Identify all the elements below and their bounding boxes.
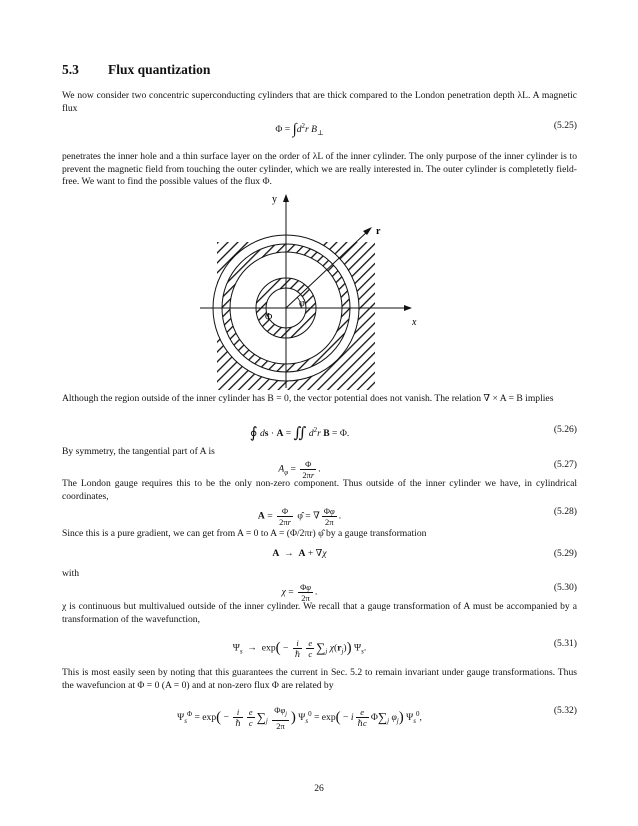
paragraph-intro: We now consider two concentric superconducting cylinders that are thick compared to the London penetration depth λL. A magnetic flux [62, 90, 577, 114]
equation-number: (5.31) [553, 638, 577, 649]
phi-label: φ [299, 298, 305, 309]
equation-number: (5.29) [553, 548, 577, 559]
equation-number: (5.26) [553, 424, 577, 435]
x-axis-label: x [412, 317, 417, 328]
paragraph-gauge-invariance: This is most easily seen by noting that this guarantees the current in Sec. 5.2 to remain invariant under gauge transformations. Thus the wavefuncion at Φ = 0 (A = 0) and at non-zero flux Φ are related by [62, 667, 577, 691]
paragraph-gradient: Since this is a pure gradient, we can get from A = 0 to A = (Φ/2πr) φ̂ by a gauge transformation [62, 528, 427, 539]
paragraph-multivalued: χ is continuous but multivalued outside of the inner cylinder. We recall that a gauge transformation of A must be accompanied by a transformation of the wavefunction, [62, 601, 577, 625]
y-axis-label: y [272, 194, 277, 205]
concentric-cylinders-figure [200, 190, 440, 390]
equation-5-25 [62, 120, 577, 136]
paragraph-vector-potential: Although the region outside of the inner cylinder has B = 0, the vector potential does not vanish. The relation ∇ × A = B implies [62, 393, 554, 404]
flux-label: Φ [265, 312, 273, 323]
paragraph-tangential: By symmetry, the tangential part of A is [62, 446, 215, 457]
equation-5-31: $\Psi_s \to \exp$( − $\frac{i}{\text{ℏ}}$ $\frac{e}{c}$ $\sum_j$ $\chi(r_j)$) $\Psi_s$. (5.31) [232, 638, 577, 659]
paragraph-london-gauge: The London gauge requires this to be the only non-zero component. Thus outside of the inner cylinder we have, in cylindrical coordinates, [62, 478, 577, 502]
r-label: r [376, 226, 381, 237]
section-heading [62, 64, 210, 77]
equation-number: (5.25) [553, 120, 577, 131]
equation-number: (5.28) [553, 506, 577, 517]
equation-number: (5.32) [553, 705, 577, 716]
paragraph-with: with [62, 568, 80, 579]
paragraph-setup: penetrates the inner hole and a thin surface layer on the order of λL of the inner cylinder. The only purpose of the inner cylinder is to prevent the magnetic field from touching the outer cylinder, which we are really interested in. The outer cylinder is completetly field-free. We want to find the possible values of the flux Φ. [62, 151, 577, 188]
page-number: 26 [314, 783, 324, 794]
equation-5-26: ∮ ds · A = ∬ $d^2r$ B = Φ. (5.26) [249, 424, 577, 442]
equation-number: (5.27) [553, 459, 577, 470]
equation-5-28: A = $\frac{\Phi}{2\pi r}$ φ̂ = ∇ $\frac{\Phi\varphi}{2\pi}$ . (5.28) [257, 506, 577, 527]
section-title: Flux quantization [108, 62, 211, 77]
equation-body: $\Phi = \int d^2r$ $B_\perp$ [275, 121, 324, 138]
equation-number: (5.30) [553, 582, 577, 593]
equation-5-30: χ = $\frac{\Phi\varphi}{2\pi}$ . (5.30) [281, 582, 577, 603]
equation-5-27: $A_\varphi$ = $\frac{\Phi}{2\pi r}$ . (5.27) [278, 459, 577, 480]
section-number: 5.3 [62, 62, 79, 77]
equation-5-32: $\Psi_s^\Phi = \exp$( − $\frac{i}{\text{ℏ}}$ $\frac{e}{c}$ $\sum_j$ $\frac{\Phi\varphi_j}{2\pi}$ ) $\Psi_s^0 = \exp( - i$ $\frac{e}{\text{ℏc}}$ $\Phi\sum_j$ $\varphi_j$) $\Psi_s^0$, (5.32) [177, 705, 577, 731]
equation-5-29: A → A + ∇χ (5.29) [272, 548, 577, 559]
